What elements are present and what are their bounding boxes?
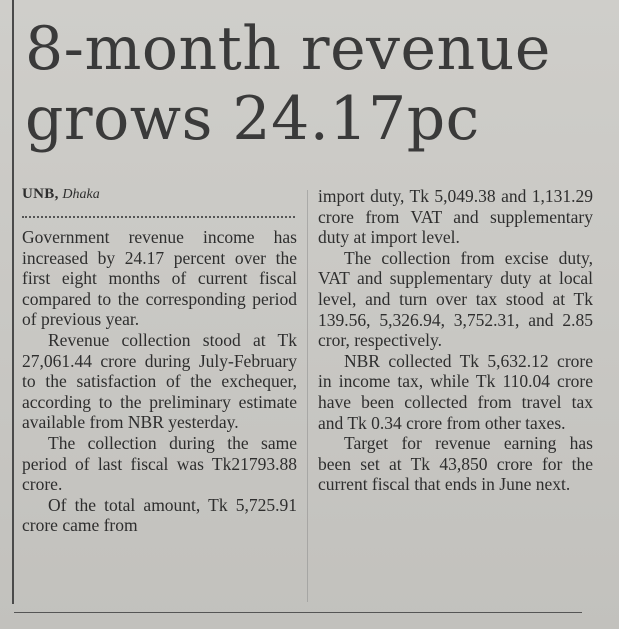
headline-line-1: 8-month revenue [25,14,551,84]
column-gutter [307,190,308,602]
paragraph: Target for revenue earning has been set at Tk 43,850 crore for the current fiscal that ends in June next. [318,433,593,495]
paragraph: The collection from excise duty, VAT and supplementary duty at local level, and turn over tax stood at Tk 139.56, 5,326.94, 3,752.31, and 2.85 cror, respectively. [318,247,593,351]
byline [22,184,297,205]
headline [25,14,610,154]
byline-agency: UNB, [22,186,59,202]
article-column-left [22,184,297,536]
byline-city: Dhaka [62,187,100,202]
paragraph: Of the total amount, Tk 5,725.91 crore came from [22,494,297,536]
article-column-right [318,186,593,495]
paragraph: import duty, Tk 5,049.38 and 1,131.29 crore from VAT and supplementary duty at import level. [318,186,593,248]
headline-line-2: grows 24.17pc [25,84,480,154]
bottom-rule [14,612,582,613]
paragraph: Revenue collection stood at Tk 27,061.44 crore during July-February to the satisfaction of the exchequer, according to the preliminary estimate available from NBR yesterday. [22,329,297,433]
left-column-rule [12,0,14,604]
paragraph: Government revenue income has increased by 24.17 percent over the first eight months of current fiscal compared to the corresponding period of previous year. [22,227,297,330]
dotted-divider [22,216,295,218]
paragraph: NBR collected Tk 5,632.12 crore in income tax, while Tk 110.04 crore have been collected from travel tax and Tk 0.34 crore from other taxes. [318,350,593,433]
paragraph: The collection during the same period of last fiscal was Tk21793.88 crore. [22,432,297,495]
